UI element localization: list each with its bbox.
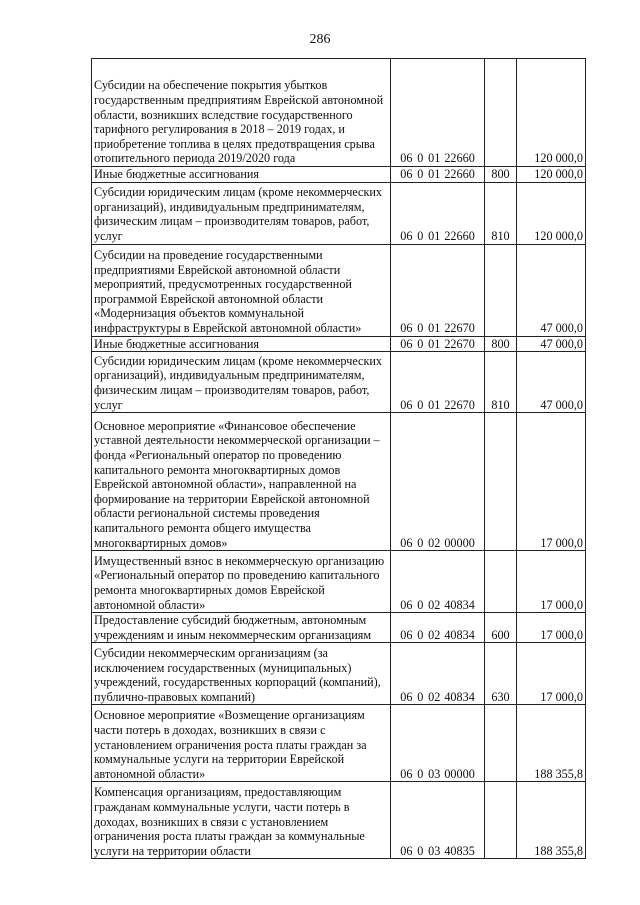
row-name: Субсидии на обеспечение покрытия убытков государственным предприятиям Еврейской автономной области, возникших вследствие государственного тарифного регулирования в 2018 – 2019 годах, и приобретение топлива в целях предотвращения срыва отопительного периода 2019/2020 года [94,78,384,166]
row-name-cell [92,182,391,244]
code-ndr: 40834 [444,627,475,642]
row-name-cell [92,705,391,782]
row-name: Субсидии на проведение государственными предприятиями Еврейской автономной области мероприятий, предусмотренных государственной программой Еврейской автономной области «Модернизация объектов коммунальной инфраструктуры в Еврейской автономной области» [94,248,362,335]
code-ndr: 22660 [444,167,475,181]
row-vr [485,551,517,613]
table-row [92,413,586,551]
row-name: Иные бюджетные ассигнования [94,167,260,181]
row-name: Компенсация организациям, предоставляющим гражданам коммунальные услуги, части потерь в доходах, возникших в связи с установлением ограничения роста платы граждан за коммунальные услуги на территории области [94,785,365,858]
row-name-cell [92,551,391,613]
row-amount: 17 000,0 [517,413,586,551]
row-vr [485,705,517,782]
row-amount: 17 000,0 [517,613,586,643]
table-row [92,352,586,413]
row-name: Субсидии юридическим лицам (кроме некоммерческих организаций), индивидуальным предпринимателям, физическим лицам – производителям товаров, работ, услуг [94,185,382,243]
code-pp: 0 [417,535,424,550]
code-om: 01 [428,151,441,166]
table-row [92,705,586,782]
code-pp: 0 [417,766,424,781]
code-gp: 06 [400,321,413,335]
code-gp: 06 [400,627,413,642]
row-name-cell [92,643,391,705]
code-om: 02 [428,535,441,550]
row-code-cell [391,336,485,352]
row-vr: 810 [485,182,517,244]
row-name-cell [92,413,391,551]
row-code-cell [391,352,485,413]
row-code-cell [391,59,485,167]
page-number: 286 [309,32,331,47]
code-om: 01 [428,397,441,412]
code-om: 02 [428,627,441,642]
row-amount: 47 000,0 [517,336,586,352]
code-ndr: 22670 [444,397,475,412]
code-pp: 0 [417,229,424,243]
row-code-cell [391,551,485,613]
row-amount: 17 000,0 [517,643,586,705]
row-name-cell [92,336,391,352]
row-amount: 120 000,0 [517,59,586,167]
code-pp: 0 [417,151,424,166]
row-name-cell [92,782,391,859]
code-pp: 0 [417,627,424,642]
code-pp: 0 [417,321,424,335]
code-ndr: 00000 [444,535,475,550]
row-vr [485,244,517,336]
code-gp: 06 [400,167,413,181]
row-vr: 630 [485,643,517,705]
code-ndr: 22670 [444,321,475,335]
row-code-cell [391,413,485,551]
code-gp: 06 [400,689,413,704]
code-om: 02 [428,597,441,612]
row-name-cell [92,167,391,183]
row-code-cell [391,167,485,183]
row-amount: 47 000,0 [517,244,586,336]
code-pp: 0 [417,167,424,181]
code-gp: 06 [400,843,413,858]
row-vr [485,782,517,859]
code-ndr: 22670 [444,336,475,351]
code-pp: 0 [417,689,424,704]
code-gp: 06 [400,229,413,243]
code-pp: 0 [417,843,424,858]
code-gp: 06 [400,766,413,781]
table-row [92,643,586,705]
code-gp: 06 [400,535,413,550]
row-amount: 47 000,0 [517,352,586,413]
code-ndr: 40834 [444,597,475,612]
row-name: Основное мероприятие «Возмещение организациям части потерь в доходах, возникших в связи с установлением ограничения роста платы граждан за коммунальные услуги на территории Еврейской автономной области» [94,708,367,781]
row-code-cell [391,244,485,336]
code-gp: 06 [400,151,413,166]
row-name: Предоставление субсидий бюджетным, автономным учреждениям и иным некоммерческим организациям [94,613,372,642]
row-vr [485,59,517,167]
row-code-cell [391,782,485,859]
code-ndr: 22660 [444,151,475,166]
row-amount: 120 000,0 [517,182,586,244]
table-row [92,59,586,167]
row-vr: 800 [485,167,517,183]
code-om: 02 [428,689,441,704]
row-code-cell [391,643,485,705]
table-row [92,782,586,859]
row-amount: 188 355,8 [517,782,586,859]
code-pp: 0 [417,597,424,612]
row-name-cell [92,613,391,643]
code-ndr: 40835 [444,843,475,858]
code-pp: 0 [417,397,424,412]
row-name: Основное мероприятие «Финансовое обеспечение уставной деятельности некоммерческой организации – фонда «Региональный оператор по проведению капитального ремонта многоквартирных домов Еврейской автономной области», направленной на формирование на территории Еврейской автономной области региональной системы проведения капитального ремонта общего имущества многоквартирных домов» [94,418,380,550]
code-om: 01 [428,167,441,181]
table-row [92,613,586,643]
row-vr: 810 [485,352,517,413]
code-om: 01 [428,336,441,351]
row-name-cell [92,59,391,167]
code-ndr: 40834 [444,689,475,704]
row-name-cell [92,244,391,336]
code-gp: 06 [400,336,413,351]
code-gp: 06 [400,397,413,412]
row-code-cell [391,705,485,782]
code-om: 01 [428,229,441,243]
code-gp: 06 [400,597,413,612]
row-code-cell [391,613,485,643]
budget-table [91,58,586,859]
row-amount: 17 000,0 [517,551,586,613]
row-name: Субсидии некоммерческим организациям (за исключением государственных (муниципальных) учреждений, государственных корпораций (компаний), публично-правовых компаний) [94,646,381,704]
row-name: Субсидии юридическим лицам (кроме некоммерческих организаций), индивидуальным предпринимателям, физическим лицам – производителям товаров, работ, услуг [94,353,382,412]
row-code-cell [391,182,485,244]
table-row [92,167,586,183]
table-row [92,182,586,244]
table-row [92,551,586,613]
code-om: 03 [428,766,441,781]
code-om: 01 [428,321,441,335]
row-name-cell [92,352,391,413]
row-vr [485,413,517,551]
row-amount: 188 355,8 [517,705,586,782]
table-row [92,336,586,352]
row-vr: 800 [485,336,517,352]
row-name: Иные бюджетные ассигнования [94,336,260,351]
row-name: Имущественный взнос в некоммерческую организацию «Региональный оператор по проведению капитального ремонта многоквартирных домов Еврейской автономной области» [94,553,385,612]
code-pp: 0 [417,336,424,351]
code-ndr: 22660 [444,229,475,243]
code-ndr: 00000 [444,766,475,781]
code-om: 03 [428,843,441,858]
table-row [92,244,586,336]
row-amount: 120 000,0 [517,167,586,183]
row-vr: 600 [485,613,517,643]
